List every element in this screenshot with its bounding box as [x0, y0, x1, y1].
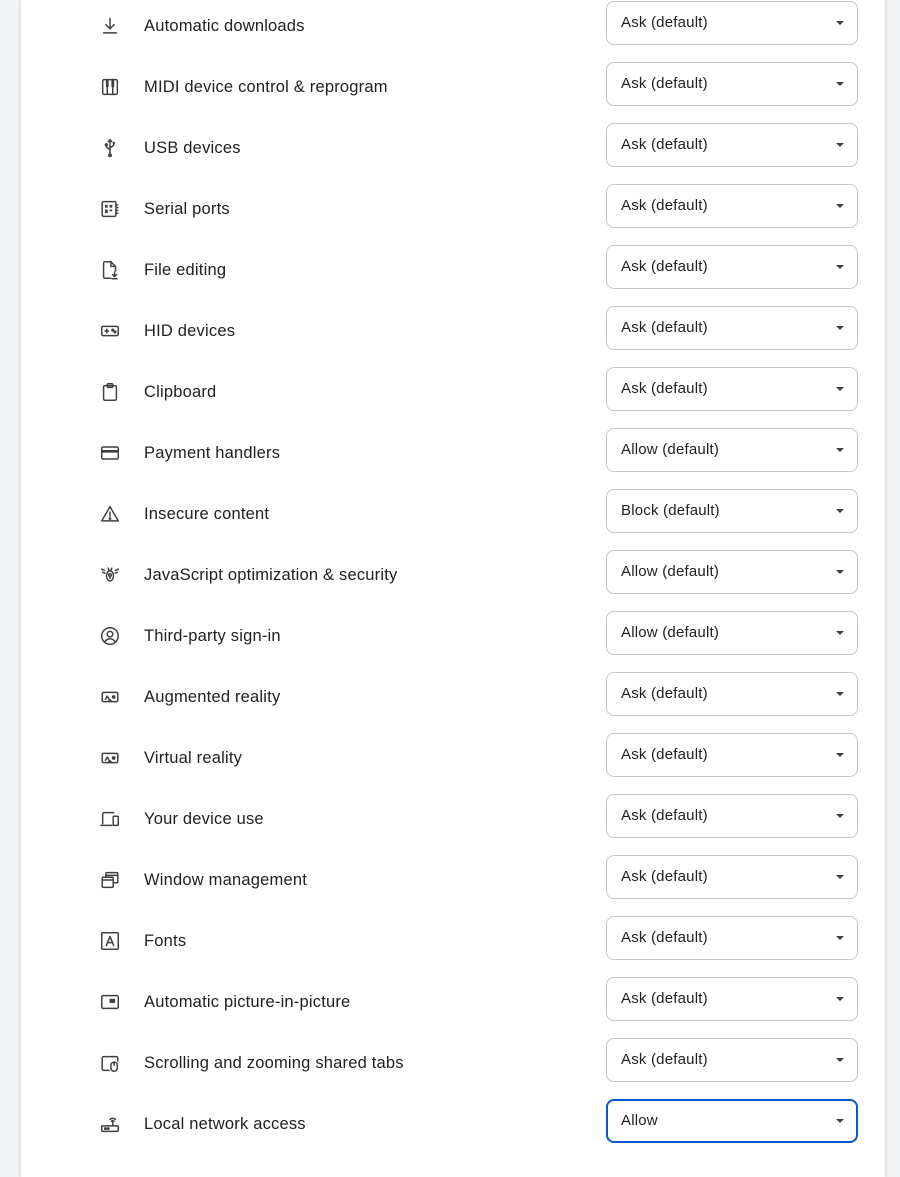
- permission-row-automatic-picture-in-picture: [21, 976, 885, 1037]
- select-value: Ask (default): [621, 807, 708, 824]
- dropdown-arrow-icon: [836, 509, 844, 513]
- gamepad-icon: [97, 318, 123, 344]
- permission-label: MIDI device control & reprogram: [144, 78, 388, 96]
- select-value: Ask (default): [621, 1051, 708, 1068]
- dropdown-arrow-icon: [836, 204, 844, 208]
- permission-label: Scrolling and zooming shared tabs: [144, 1054, 404, 1072]
- permission-label: Third-party sign-in: [144, 627, 281, 645]
- permission-label: File editing: [144, 261, 227, 279]
- permission-select-local-network-access[interactable]: [606, 1099, 858, 1143]
- permission-row-local-network-access: [21, 1098, 885, 1159]
- select-value: Ask (default): [621, 258, 708, 275]
- permission-select-serial-ports[interactable]: [606, 184, 858, 228]
- permission-row-insecure-content: [21, 488, 885, 549]
- site-permissions-card: [20, 0, 886, 1177]
- permission-label: Automatic downloads: [144, 17, 305, 35]
- permission-label: Payment handlers: [144, 444, 281, 462]
- usb-icon: [97, 135, 123, 161]
- dropdown-arrow-icon: [836, 631, 844, 635]
- bug-security-icon: [97, 562, 123, 588]
- download-icon: [97, 13, 123, 39]
- dropdown-arrow-icon: [836, 753, 844, 757]
- permission-select-clipboard[interactable]: [606, 367, 858, 411]
- permission-select-automatic-picture-in-picture[interactable]: [606, 977, 858, 1021]
- credit-card-icon: [97, 440, 123, 466]
- permission-row-augmented-reality: [21, 671, 885, 732]
- permission-label: HID devices: [144, 322, 236, 340]
- permission-select-window-management[interactable]: [606, 855, 858, 899]
- dropdown-arrow-icon: [836, 814, 844, 818]
- permission-select-file-editing[interactable]: [606, 245, 858, 289]
- dropdown-arrow-icon: [836, 692, 844, 696]
- permission-row-javascript-optimization-security: [21, 549, 885, 610]
- permission-select-hid-devices[interactable]: [606, 306, 858, 350]
- permission-row-serial-ports: [21, 183, 885, 244]
- permission-row-automatic-downloads: [21, 0, 885, 61]
- warning-icon: [97, 501, 123, 527]
- permission-row-midi-device-control-reprogram: [21, 61, 885, 122]
- permission-label: JavaScript optimization & security: [144, 566, 398, 584]
- select-value: Allow (default): [621, 563, 720, 580]
- dropdown-arrow-icon: [836, 875, 844, 879]
- permission-select-automatic-downloads[interactable]: [606, 1, 858, 45]
- dropdown-arrow-icon: [836, 570, 844, 574]
- dropdown-arrow-icon: [836, 997, 844, 1001]
- select-value: Ask (default): [621, 868, 708, 885]
- dropdown-arrow-icon: [836, 1119, 844, 1123]
- permission-select-augmented-reality[interactable]: [606, 672, 858, 716]
- select-value: Ask (default): [621, 929, 708, 946]
- permission-label: Insecure content: [144, 505, 270, 523]
- shared-tab-mouse-icon: [97, 1050, 123, 1076]
- file-save-icon: [97, 257, 123, 283]
- permission-label: USB devices: [144, 139, 241, 157]
- permission-select-fonts[interactable]: [606, 916, 858, 960]
- permission-select-javascript-optimization-security[interactable]: [606, 550, 858, 594]
- font-icon: [97, 928, 123, 954]
- dropdown-arrow-icon: [836, 387, 844, 391]
- permission-select-virtual-reality[interactable]: [606, 733, 858, 777]
- permission-row-usb-devices: [21, 122, 885, 183]
- vr-headset-icon: [97, 684, 123, 710]
- permission-label: Serial ports: [144, 200, 230, 218]
- permission-label: Window management: [144, 871, 307, 889]
- permission-row-virtual-reality: [21, 732, 885, 793]
- select-value: Allow (default): [621, 441, 720, 458]
- router-icon: [97, 1111, 123, 1137]
- select-value: Ask (default): [621, 685, 708, 702]
- serial-port-icon: [97, 196, 123, 222]
- permission-label: Clipboard: [144, 383, 217, 401]
- permission-select-insecure-content[interactable]: [606, 489, 858, 533]
- select-value: Ask (default): [621, 990, 708, 1007]
- select-value: Ask (default): [621, 197, 708, 214]
- permission-label: Augmented reality: [144, 688, 281, 706]
- dropdown-arrow-icon: [836, 21, 844, 25]
- permission-row-third-party-sign-in: [21, 610, 885, 671]
- devices-icon: [97, 806, 123, 832]
- select-value: Block (default): [621, 502, 720, 519]
- select-value: Ask (default): [621, 746, 708, 763]
- permission-select-scrolling-and-zooming-shared-tabs[interactable]: [606, 1038, 858, 1082]
- account-circle-icon: [97, 623, 123, 649]
- select-value: Allow (default): [621, 624, 720, 641]
- permission-row-fonts: [21, 915, 885, 976]
- permission-select-usb-devices[interactable]: [606, 123, 858, 167]
- permission-row-your-device-use: [21, 793, 885, 854]
- piano-keys-icon: [97, 74, 123, 100]
- select-value: Ask (default): [621, 380, 708, 397]
- dropdown-arrow-icon: [836, 143, 844, 147]
- dropdown-arrow-icon: [836, 1058, 844, 1062]
- permission-row-window-management: [21, 854, 885, 915]
- permission-select-payment-handlers[interactable]: [606, 428, 858, 472]
- permission-label: Your device use: [144, 810, 264, 828]
- permission-select-third-party-sign-in[interactable]: [606, 611, 858, 655]
- dropdown-arrow-icon: [836, 326, 844, 330]
- permission-select-midi-device-control-reprogram[interactable]: [606, 62, 858, 106]
- permission-row-file-editing: [21, 244, 885, 305]
- select-value: Ask (default): [621, 14, 708, 31]
- permission-label: Fonts: [144, 932, 187, 950]
- dropdown-arrow-icon: [836, 82, 844, 86]
- permission-row-scrolling-and-zooming-shared-tabs: [21, 1037, 885, 1098]
- select-value: Ask (default): [621, 319, 708, 336]
- dropdown-arrow-icon: [836, 265, 844, 269]
- select-value: Ask (default): [621, 75, 708, 92]
- vr-headset-icon: [97, 745, 123, 771]
- picture-in-picture-icon: [97, 989, 123, 1015]
- clipboard-icon: [97, 379, 123, 405]
- select-value: Allow: [621, 1112, 658, 1129]
- permission-row-clipboard: [21, 366, 885, 427]
- window-stack-icon: [97, 867, 123, 893]
- select-value: Ask (default): [621, 136, 708, 153]
- permission-row-payment-handlers: [21, 427, 885, 488]
- dropdown-arrow-icon: [836, 448, 844, 452]
- permission-label: Automatic picture-in-picture: [144, 993, 351, 1011]
- dropdown-arrow-icon: [836, 936, 844, 940]
- permission-label: Virtual reality: [144, 749, 243, 767]
- permission-label: Local network access: [144, 1115, 306, 1133]
- permission-select-your-device-use[interactable]: [606, 794, 858, 838]
- permission-row-hid-devices: [21, 305, 885, 366]
